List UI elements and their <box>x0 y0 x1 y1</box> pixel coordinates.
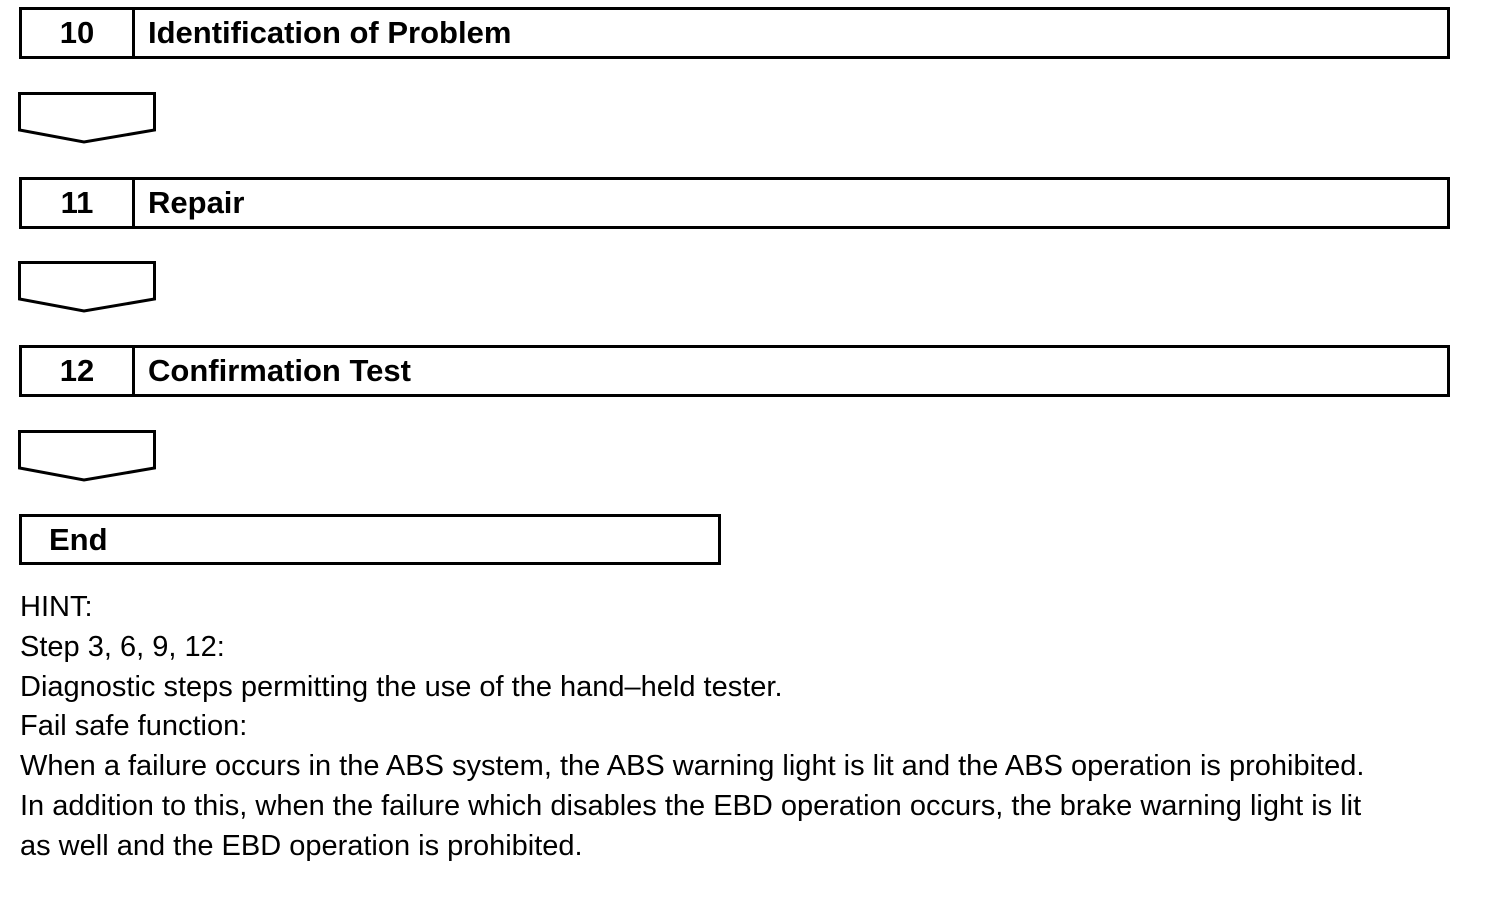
step-box-11 <box>19 177 1450 229</box>
hint-line: In addition to this, when the failure which disables the EBD operation occurs, the brake warning light is lit <box>20 789 1362 822</box>
flow-arrow-icon <box>18 92 156 144</box>
step-number: 11 <box>22 180 135 226</box>
hint-section <box>20 588 1490 867</box>
hint-heading: HINT: <box>20 591 93 623</box>
step-box-10 <box>19 7 1450 59</box>
flow-arrow-icon <box>18 261 156 313</box>
hint-line: Diagnostic steps permitting the use of the hand–held tester. <box>20 670 783 703</box>
step-title: Identification of Problem <box>148 15 512 50</box>
step-number: 12 <box>22 348 135 394</box>
step-title: Confirmation Test <box>148 353 411 388</box>
hint-line: When a failure occurs in the ABS system, the ABS warning light is lit and the ABS operation is prohibited. <box>20 750 1365 783</box>
end-box: End <box>19 514 721 565</box>
step-box-12 <box>19 345 1450 397</box>
step-title: Repair <box>148 185 245 220</box>
hint-line: Step 3, 6, 9, 12: <box>20 630 225 663</box>
flow-arrow-icon <box>18 430 156 482</box>
step-number: 10 <box>22 10 135 56</box>
hint-line: as well and the EBD operation is prohibited. <box>20 829 583 862</box>
hint-line: Fail safe function: <box>20 710 248 743</box>
